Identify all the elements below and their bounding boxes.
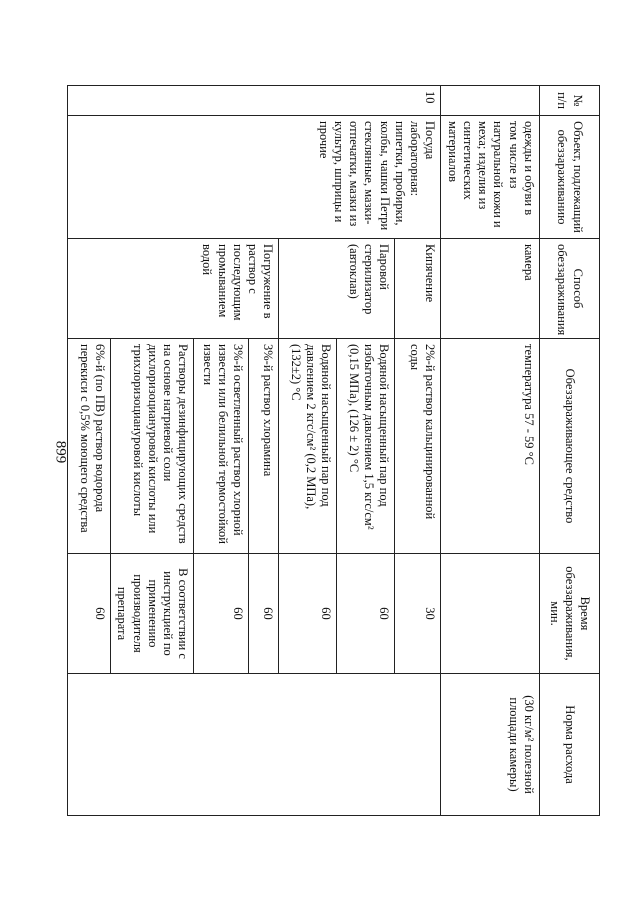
table-row-clothes [441,86,540,816]
cell-rate-chamber: (30 кг/м² полезной площади камеры) [441,674,540,816]
cell-time-chloramine: 60 [249,554,279,674]
cell-num-empty [441,86,540,116]
cell-time-peroxide: 60 [68,554,111,674]
cell-time-steam-2: 60 [279,554,337,674]
header-agent: Обеззараживающее средство [540,339,600,554]
cell-agent-peroxide: 6%-й (по ПВ) раствор водорода перекиси с 0,5% моющего средства [68,339,111,554]
cell-method-immersion: Погружение в раствор с последующим промыванием водой [68,239,279,339]
rotated-table-container [78,85,600,815]
cell-agent-soda: 2%-й раствор кальцинированной соды [395,339,441,554]
cell-agent-temperature: температура 57 - 59 °C [441,339,540,554]
cell-num-10: 10 [68,86,441,116]
cell-agent-dichloro: Растворы дезинфицирующих средств на основе натриевой соли дихлоризоциануровой кислоты или трихлоризоциануровой кислоты [111,339,194,554]
cell-time-steam-1: 60 [337,554,395,674]
header-object: Объект, подлежащий обеззараживанию [540,116,600,239]
header-method: Способ обеззараживания [540,239,600,339]
cell-agent-steam-1: Водяной насыщенный пар под избыточным давлением 1,5 кгс/см² (0,15 МПа), (126 ± 2) °C [337,339,395,554]
cell-time-empty [441,554,540,674]
cell-time-lime: 60 [194,554,249,674]
table-row-boiling [395,86,441,816]
cell-time-instruction: В соответствии с инструкцией по применению производителя препарата [111,554,194,674]
cell-agent-steam-2: Водяной насыщенный пар под давлением 2 кгс/см² (0,2 МПа), (132±2) °C [279,339,337,554]
cell-agent-lime: 3%-й осветленный раствор хлорной извести или белильной термостойкой извести [194,339,249,554]
cell-method-boiling: Кипячение [395,239,441,339]
cell-time-boiling: 30 [395,554,441,674]
cell-object-clothes: одежды и обуви в том числе из натуральной кожи и меха; изделия из синтетических материалов [441,116,540,239]
disinfection-table [67,85,600,816]
header-num: № п/п [540,86,600,116]
header-rate: Норма расхода [540,674,600,816]
cell-method-chamber: камера [441,239,540,339]
cell-agent-chloramine: 3%-й раствор хлорамина [249,339,279,554]
cell-rate-empty [68,674,441,816]
cell-object-labware: Посуда лабораторная: пипетки, пробирки, колбы, чашки Петри стеклянные, мазки-отпечатки, мазки из культур, шприцы и прочие [68,116,441,239]
page-number: 899 [52,440,69,464]
header-time: Время обеззараживания, мин. [540,554,600,674]
header-row [540,86,600,816]
cell-method-autoclave: Паровой стерилизатор (автоклав) [279,239,395,339]
